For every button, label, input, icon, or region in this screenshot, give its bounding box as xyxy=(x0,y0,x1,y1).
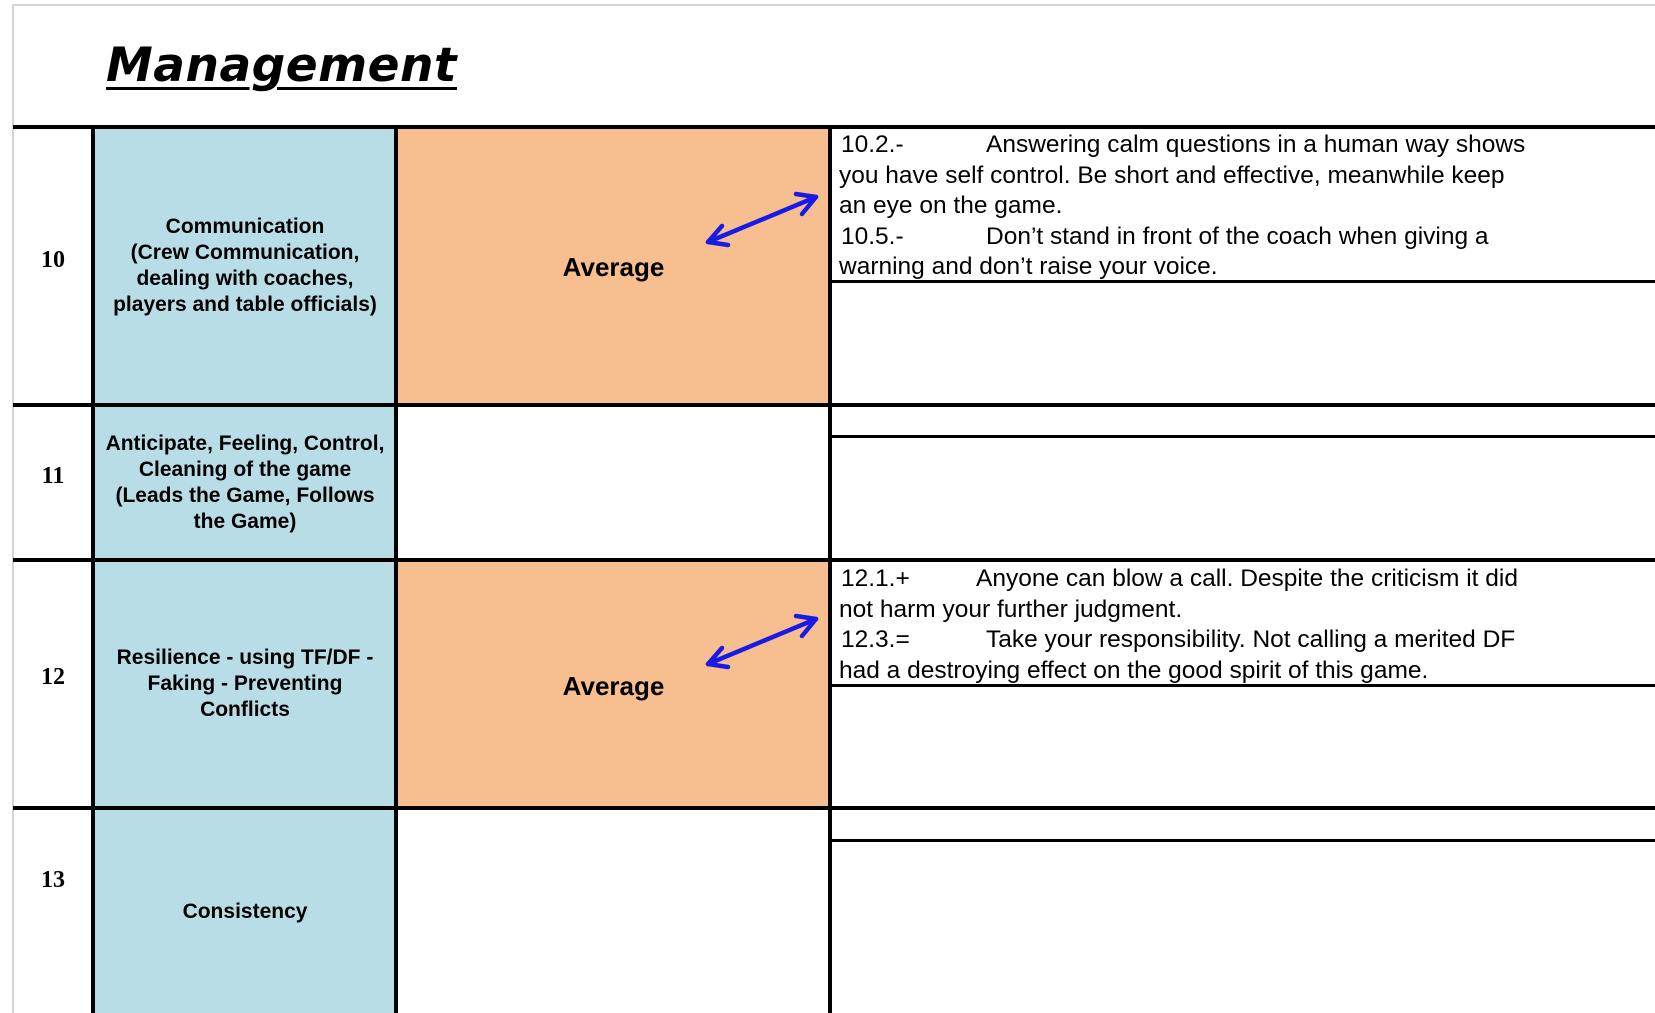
comment-text: Take your responsibility. Not calling a merited DF xyxy=(986,626,1516,653)
comment-line xyxy=(839,625,1655,656)
column-divider xyxy=(394,125,398,1013)
comment-line: warning and don’t raise your voice. xyxy=(839,253,1218,280)
comment-text: Anyone can blow a call. Despite the criticism it did xyxy=(976,565,1518,592)
comment-line: an eye on the game. xyxy=(839,192,1063,219)
column-divider xyxy=(828,125,832,1013)
comment-line xyxy=(839,130,1655,161)
comments-cell-10 xyxy=(832,128,1655,280)
topic-cell-13: Consistency xyxy=(95,810,395,1013)
double-arrow-icon xyxy=(700,190,825,250)
rating-cell-12 xyxy=(398,562,829,806)
row-number-13: 13 xyxy=(41,867,65,893)
comment-code: 10.2.- xyxy=(841,131,904,158)
topic-cell-10: Communication (Crew Communication, dealing with coaches, players and table officials) xyxy=(95,128,395,404)
row-divider xyxy=(13,558,1655,562)
row-number-12: 12 xyxy=(41,664,65,690)
comment-line xyxy=(839,564,1655,595)
rating-cell-10 xyxy=(398,128,829,404)
column-divider xyxy=(91,125,95,1013)
table-border xyxy=(13,125,1655,129)
section-title: Management xyxy=(106,38,457,93)
rating-label: Average xyxy=(562,251,665,282)
comment-line: not harm your further judgment. xyxy=(839,595,1183,623)
comment-line: you have self control. Be short and effective, meanwhile keep xyxy=(839,161,1505,189)
comment-text: Answering calm questions in a human way shows xyxy=(986,131,1526,158)
comment-divider xyxy=(830,280,1655,283)
comment-line: had a destroying effect on the good spirit of this game. xyxy=(839,656,1429,684)
double-arrow-icon xyxy=(700,612,825,672)
topic-cell-12: Resilience - using TF/DF - Faking - Preventing Conflicts xyxy=(95,562,395,806)
rating-label: Average xyxy=(562,670,665,701)
row-divider xyxy=(13,806,1655,810)
comment-code: 10.5.- xyxy=(841,222,904,250)
comment-code: 12.1.+ xyxy=(841,565,910,592)
row-number-10: 10 xyxy=(41,247,65,273)
comment-divider xyxy=(830,435,1655,438)
comment-line xyxy=(839,222,1655,253)
topic-cell-11: Anticipate, Feeling, Control, Cleaning of the game (Leads the Game, Follows the Game) xyxy=(95,407,395,558)
comment-code: 12.3.= xyxy=(841,626,910,653)
comment-divider xyxy=(830,684,1655,687)
row-divider xyxy=(13,403,1655,407)
comments-cell-12 xyxy=(832,562,1655,684)
row-number-11: 11 xyxy=(41,463,65,489)
comment-text: Don’t stand in front of the coach when giving a xyxy=(986,222,1489,250)
comment-divider xyxy=(830,839,1655,842)
